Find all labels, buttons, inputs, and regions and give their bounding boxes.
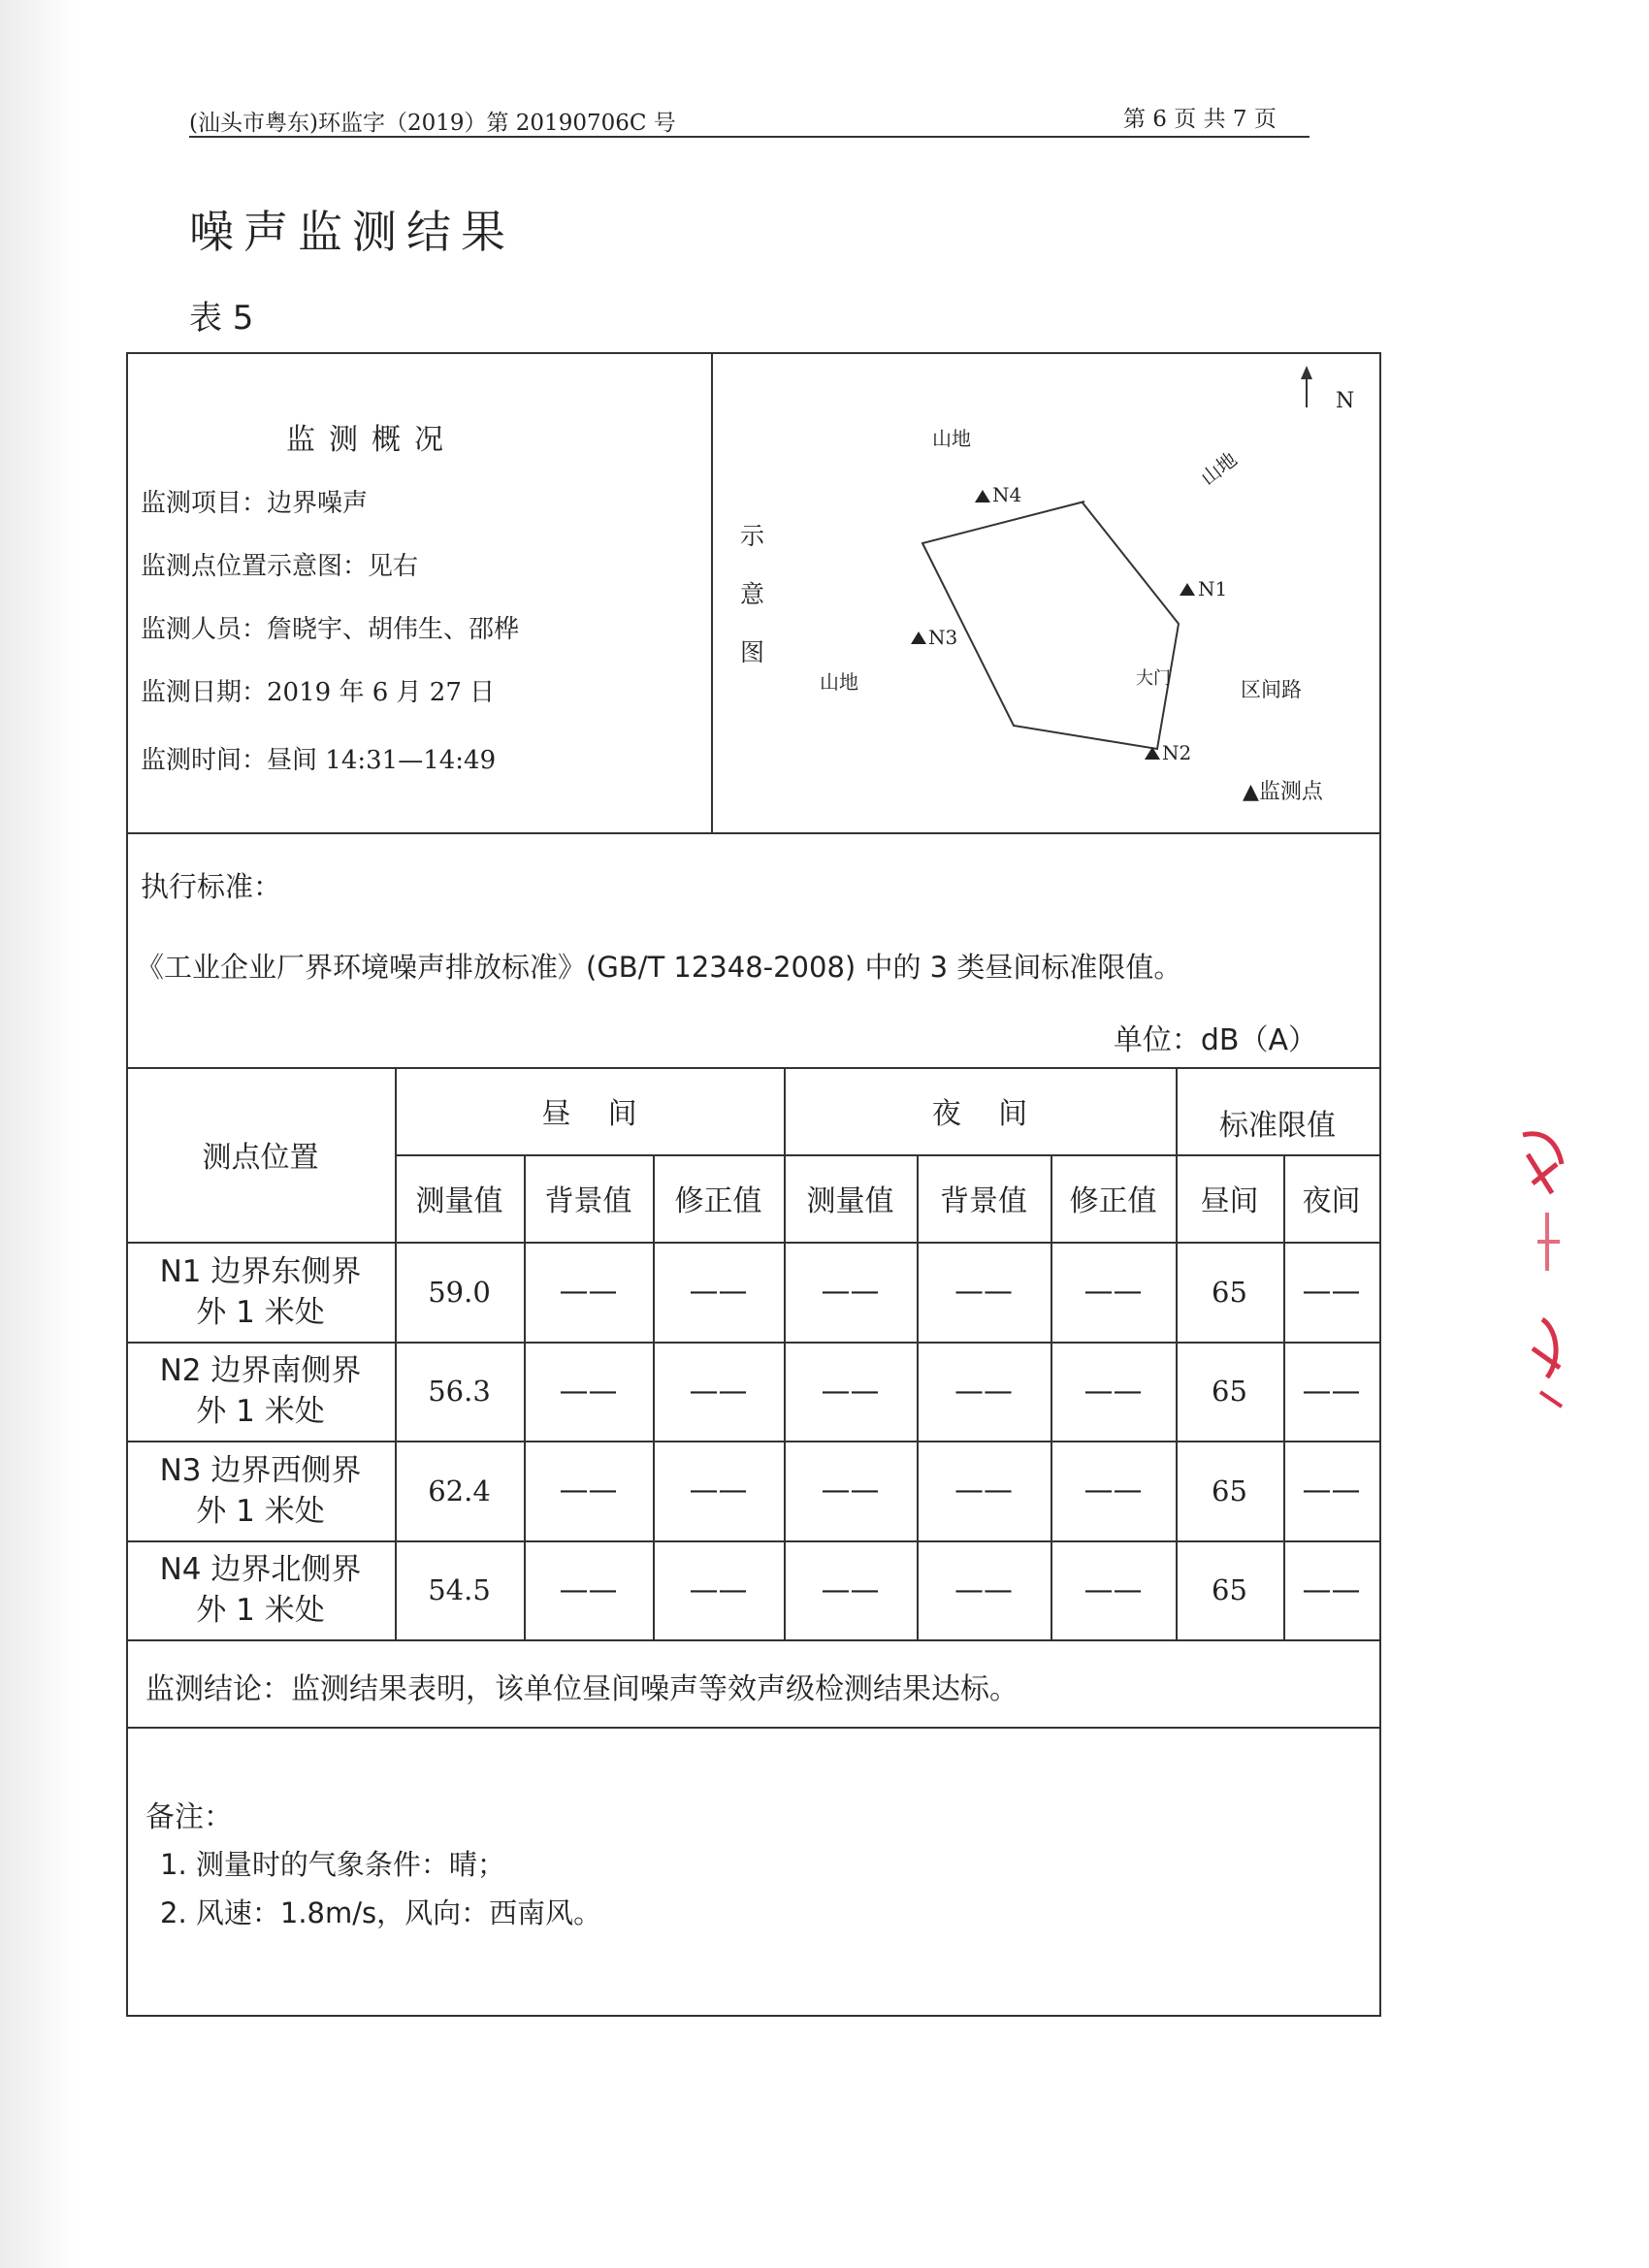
day-measured-value: 59.0 <box>428 1275 491 1309</box>
table-row-location <box>126 1242 395 1342</box>
overview-label: 监测点位置示意图： <box>141 552 369 581</box>
conclusion-text: 监测结论：监测结果表明，该单位昼间噪声等效声级检测结果达标。 <box>146 1672 1018 1706</box>
overview-item <box>141 609 519 645</box>
subheader-day-background: 背景值 <box>544 1184 632 1218</box>
night-corrected-value: —— <box>1083 1374 1143 1409</box>
day-corrected-value: —— <box>689 1572 748 1607</box>
limit-day-value: 65 <box>1212 1573 1247 1606</box>
legend-monitoring-point: ▲监测点 <box>1243 780 1323 804</box>
point-n4-marker <box>975 490 990 502</box>
subheader-limit-day: 昼间 <box>1200 1184 1259 1218</box>
overview-label: 监测时间： <box>141 746 268 775</box>
night-corrected-value: —— <box>1083 1275 1143 1309</box>
header-rule <box>189 136 1310 138</box>
overview-item <box>141 740 496 776</box>
day-background-value: —— <box>559 1275 618 1309</box>
limit-night-value: —— <box>1302 1474 1361 1507</box>
subheader-night-background: 背景值 <box>940 1184 1027 1218</box>
location-line: 外 1 米处 <box>196 1394 325 1429</box>
table-row-location <box>126 1540 395 1639</box>
overview-label: 监测日期： <box>141 678 268 707</box>
gate-label: 大门 <box>1136 668 1171 689</box>
header-location: 测点位置 <box>202 1141 319 1175</box>
location-line: 外 1 米处 <box>196 1593 325 1628</box>
limit-day-value: 65 <box>1212 1275 1247 1309</box>
diagram-side-label: 意 <box>740 580 765 608</box>
point-n4-label: N4 <box>992 483 1022 506</box>
subheader-day-measured: 测量值 <box>415 1184 503 1218</box>
point-n3-label: N3 <box>928 626 958 649</box>
day-measured-value: 54.5 <box>428 1573 491 1606</box>
north-arrow-icon <box>1301 366 1312 379</box>
standard-text: 《工业企业厂界环境噪声排放标准》(GB/T 12348-2008) 中的 3 类昼间标准限值。 <box>136 951 1182 984</box>
limit-night-value: —— <box>1302 1572 1361 1607</box>
table-row-location <box>126 1342 395 1441</box>
location-line: 外 1 米处 <box>196 1294 325 1330</box>
unit-label: 单位：dB（A） <box>1113 1023 1317 1057</box>
limit-night-value: —— <box>1302 1275 1361 1309</box>
day-measured-value: 56.3 <box>428 1375 491 1408</box>
point-n2-label: N2 <box>1162 741 1192 764</box>
day-corrected-value: —— <box>689 1474 748 1507</box>
subheader-day-corrected: 修正值 <box>674 1184 762 1218</box>
night-background-value: —— <box>954 1374 1013 1409</box>
road-label: 区间路 <box>1241 678 1302 701</box>
day-corrected-value: —— <box>689 1374 748 1409</box>
overview-item <box>141 672 495 708</box>
limit-day-value: 65 <box>1212 1474 1247 1507</box>
standard-label: 执行标准： <box>141 870 282 903</box>
limit-day-value: 65 <box>1212 1375 1247 1408</box>
scan-edge <box>0 0 76 2268</box>
point-n3-marker <box>911 632 926 644</box>
location-line: N1 边界东侧界 <box>159 1253 362 1289</box>
official-seal-fragment <box>1513 1125 1571 1416</box>
subheader-limit-night: 夜间 <box>1302 1184 1361 1218</box>
location-line: 外 1 米处 <box>196 1493 325 1529</box>
site-diagram <box>711 352 1377 832</box>
day-measured-value: 62.4 <box>428 1474 491 1507</box>
location-line: N4 边界北侧界 <box>159 1552 362 1587</box>
note-item: 2. 风速：1.8m/s，风向：西南风。 <box>160 1896 602 1929</box>
header-day-group: 昼 间 <box>541 1097 637 1131</box>
header-night-group: 夜 间 <box>931 1097 1028 1131</box>
location-line: N2 边界南侧界 <box>159 1353 362 1388</box>
site-boundary <box>922 502 1179 749</box>
day-background-value: —— <box>559 1474 618 1507</box>
night-background-value: —— <box>954 1572 1013 1607</box>
subheader-night-corrected: 修正值 <box>1069 1184 1157 1218</box>
diagram-side-label: 图 <box>740 638 765 666</box>
overview-value: 边界噪声 <box>267 489 369 518</box>
night-measured-value: —— <box>821 1275 880 1309</box>
night-measured-value: —— <box>821 1374 880 1409</box>
night-measured-value: —— <box>821 1474 880 1507</box>
note-item: 1. 测量时的气象条件：晴； <box>160 1848 505 1881</box>
page-title: 噪声监测结果 <box>189 206 515 258</box>
overview-item <box>141 483 368 519</box>
hill-label-top: 山地 <box>932 427 971 450</box>
overview-value: 见右 <box>368 552 419 581</box>
hill-label-right: 山地 <box>1196 447 1242 490</box>
rule-after-overview <box>126 832 1379 834</box>
night-corrected-value: —— <box>1083 1474 1143 1507</box>
night-corrected-value: —— <box>1083 1572 1143 1607</box>
hill-label-left: 山地 <box>820 670 858 694</box>
day-corrected-value: —— <box>689 1275 748 1309</box>
overview-value: 昼间 14:31—14:49 <box>267 746 497 775</box>
point-n1-label: N1 <box>1198 577 1228 600</box>
night-background-value: —— <box>954 1275 1013 1309</box>
site-diagram-svg <box>711 352 1377 832</box>
overview-item <box>141 546 418 582</box>
table-label: 表 5 <box>189 299 254 338</box>
day-background-value: —— <box>559 1374 618 1409</box>
table-row-location <box>126 1441 395 1540</box>
point-n1-marker <box>1180 583 1195 596</box>
limit-night-value: —— <box>1302 1374 1361 1409</box>
night-measured-value: —— <box>821 1572 880 1607</box>
rule-after-conclusion <box>126 1727 1379 1729</box>
page-number: 第 6 页 共 7 页 <box>1123 107 1277 132</box>
night-background-value: —— <box>954 1474 1013 1507</box>
overview-value: 2019 年 6 月 27 日 <box>267 678 496 707</box>
overview-value: 詹晓宇、胡伟生、邵桦 <box>267 615 520 644</box>
report-number: (汕头市粤东)环监字（2019）第 20190706C 号 <box>189 111 676 136</box>
day-background-value: —— <box>559 1572 618 1607</box>
overview-label: 监测人员： <box>141 615 268 644</box>
subheader-night-measured: 测量值 <box>806 1184 894 1218</box>
diagram-side-label: 示 <box>740 522 765 550</box>
location-line: N3 边界西侧界 <box>159 1452 362 1488</box>
notes-title: 备注： <box>146 1800 233 1834</box>
north-label: N <box>1336 389 1355 413</box>
overview-title: 监测概况 <box>286 423 457 457</box>
header-limit-group: 标准限值 <box>1219 1109 1336 1143</box>
rule-table-bottom <box>126 1639 1379 1641</box>
overview-label: 监测项目： <box>141 489 268 518</box>
